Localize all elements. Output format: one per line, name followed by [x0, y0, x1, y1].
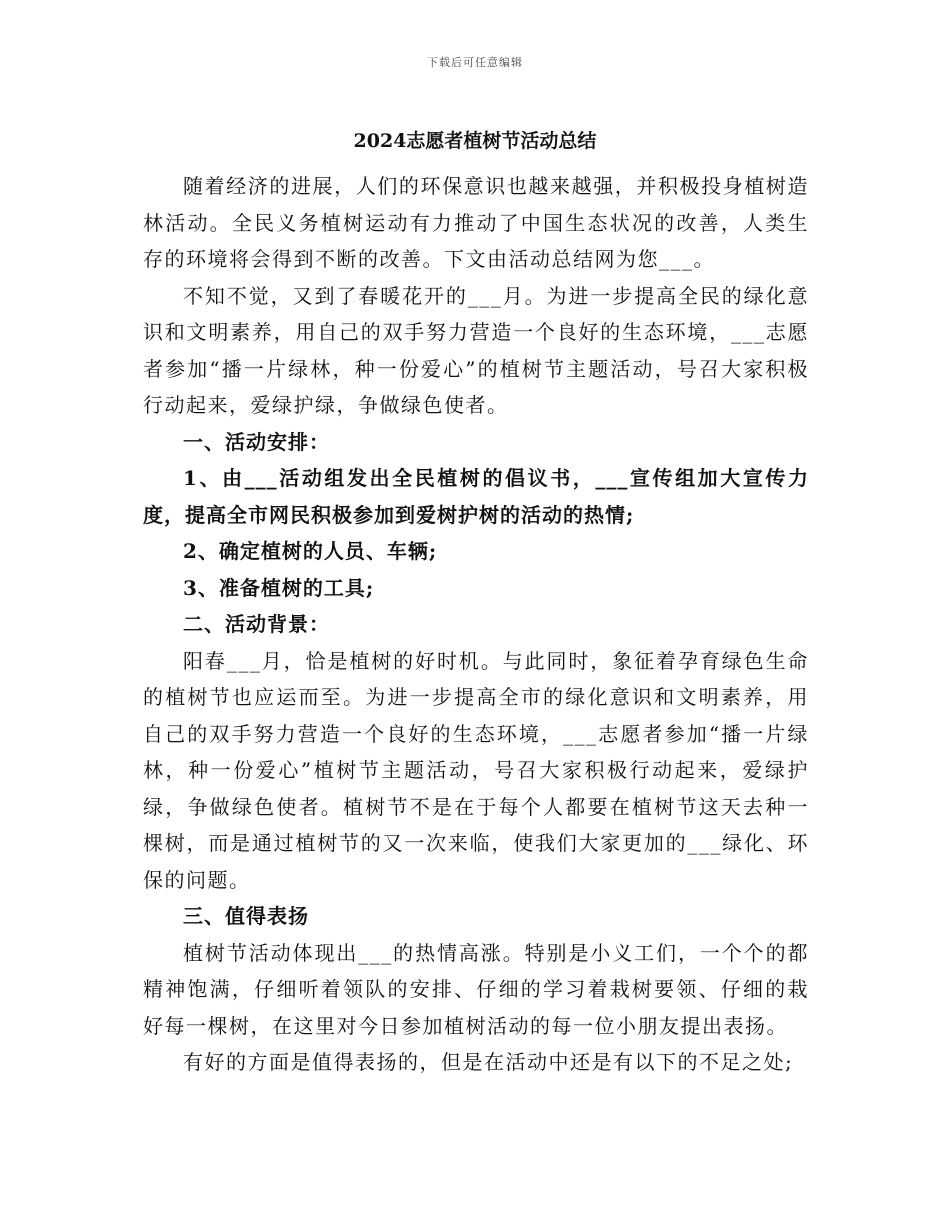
paragraph-praise: 植树节活动体现出___的热情高涨。特别是小义工们，一个个的都精神饱满，仔细听着领队的安排、仔细的学习着栽树要领、仔细的栽好每一棵树，在这里对今日参加植树活动的每一位小朋友提出表扬。 [143, 940, 809, 1038]
section-heading-praise: 三、值得表扬 [183, 904, 309, 928]
section-heading-background: 二、活动背景： [183, 612, 330, 636]
paragraph-shortcomings: 有好的方面是值得表扬的，但是在活动中还是有以下的不足之处; [183, 1050, 794, 1074]
list-item-proposal: 1、由___活动组发出全民植树的倡议书，___宣传组加大宣传力度，提高全市网民积极参加到爱树护树的活动的热情; [143, 466, 809, 527]
paragraph-background: 不知不觉，又到了春暖花开的___月。为进一步提高全民的绿化意识和文明素养，用自己的双手努力营造一个良好的生态环境，___志愿者参加“播一片绿林，种一份爱心”的植树节主题活动，号召大家积极行动起来，爱绿护绿，争做绿色使者。 [143, 283, 809, 417]
paragraph-spring: 阳春___月，恰是植树的好时机。与此同时，象征着孕育绿色生命的植树节也应运而至。为进一步提高全市的绿化意识和文明素养，用自己的双手努力营造一个良好的生态环境，___志愿者参加“播一片绿林，种一份爱心”植树节主题活动，号召大家积极行动起来，爱绿护绿，争做绿色使者。植树节不是在于每个人都要在植树节这天去种一棵树，而是通过植树节的又一次来临，使我们大家更加的___绿化、环保的问题。 [143, 648, 809, 892]
section-heading-arrangement: 一、活动安排： [183, 429, 330, 454]
document-title: 2024志愿者植树节活动总结 [353, 130, 597, 152]
document-body [143, 168, 809, 1081]
paragraph-intro: 随着经济的进展，人们的环保意识也越来越强，并积极投身植树造林活动。全民义务植树运动有力推动了中国生态状况的改善，人类生存的环境将会得到不断的改善。下文由活动总结网为您___。 [143, 174, 809, 271]
list-item-tools: 3、准备植树的工具; [183, 575, 375, 600]
list-item-personnel: 2、确定植树的人员、车辆; [183, 539, 438, 563]
header-note: 下载后可任意编辑 [427, 56, 523, 69]
